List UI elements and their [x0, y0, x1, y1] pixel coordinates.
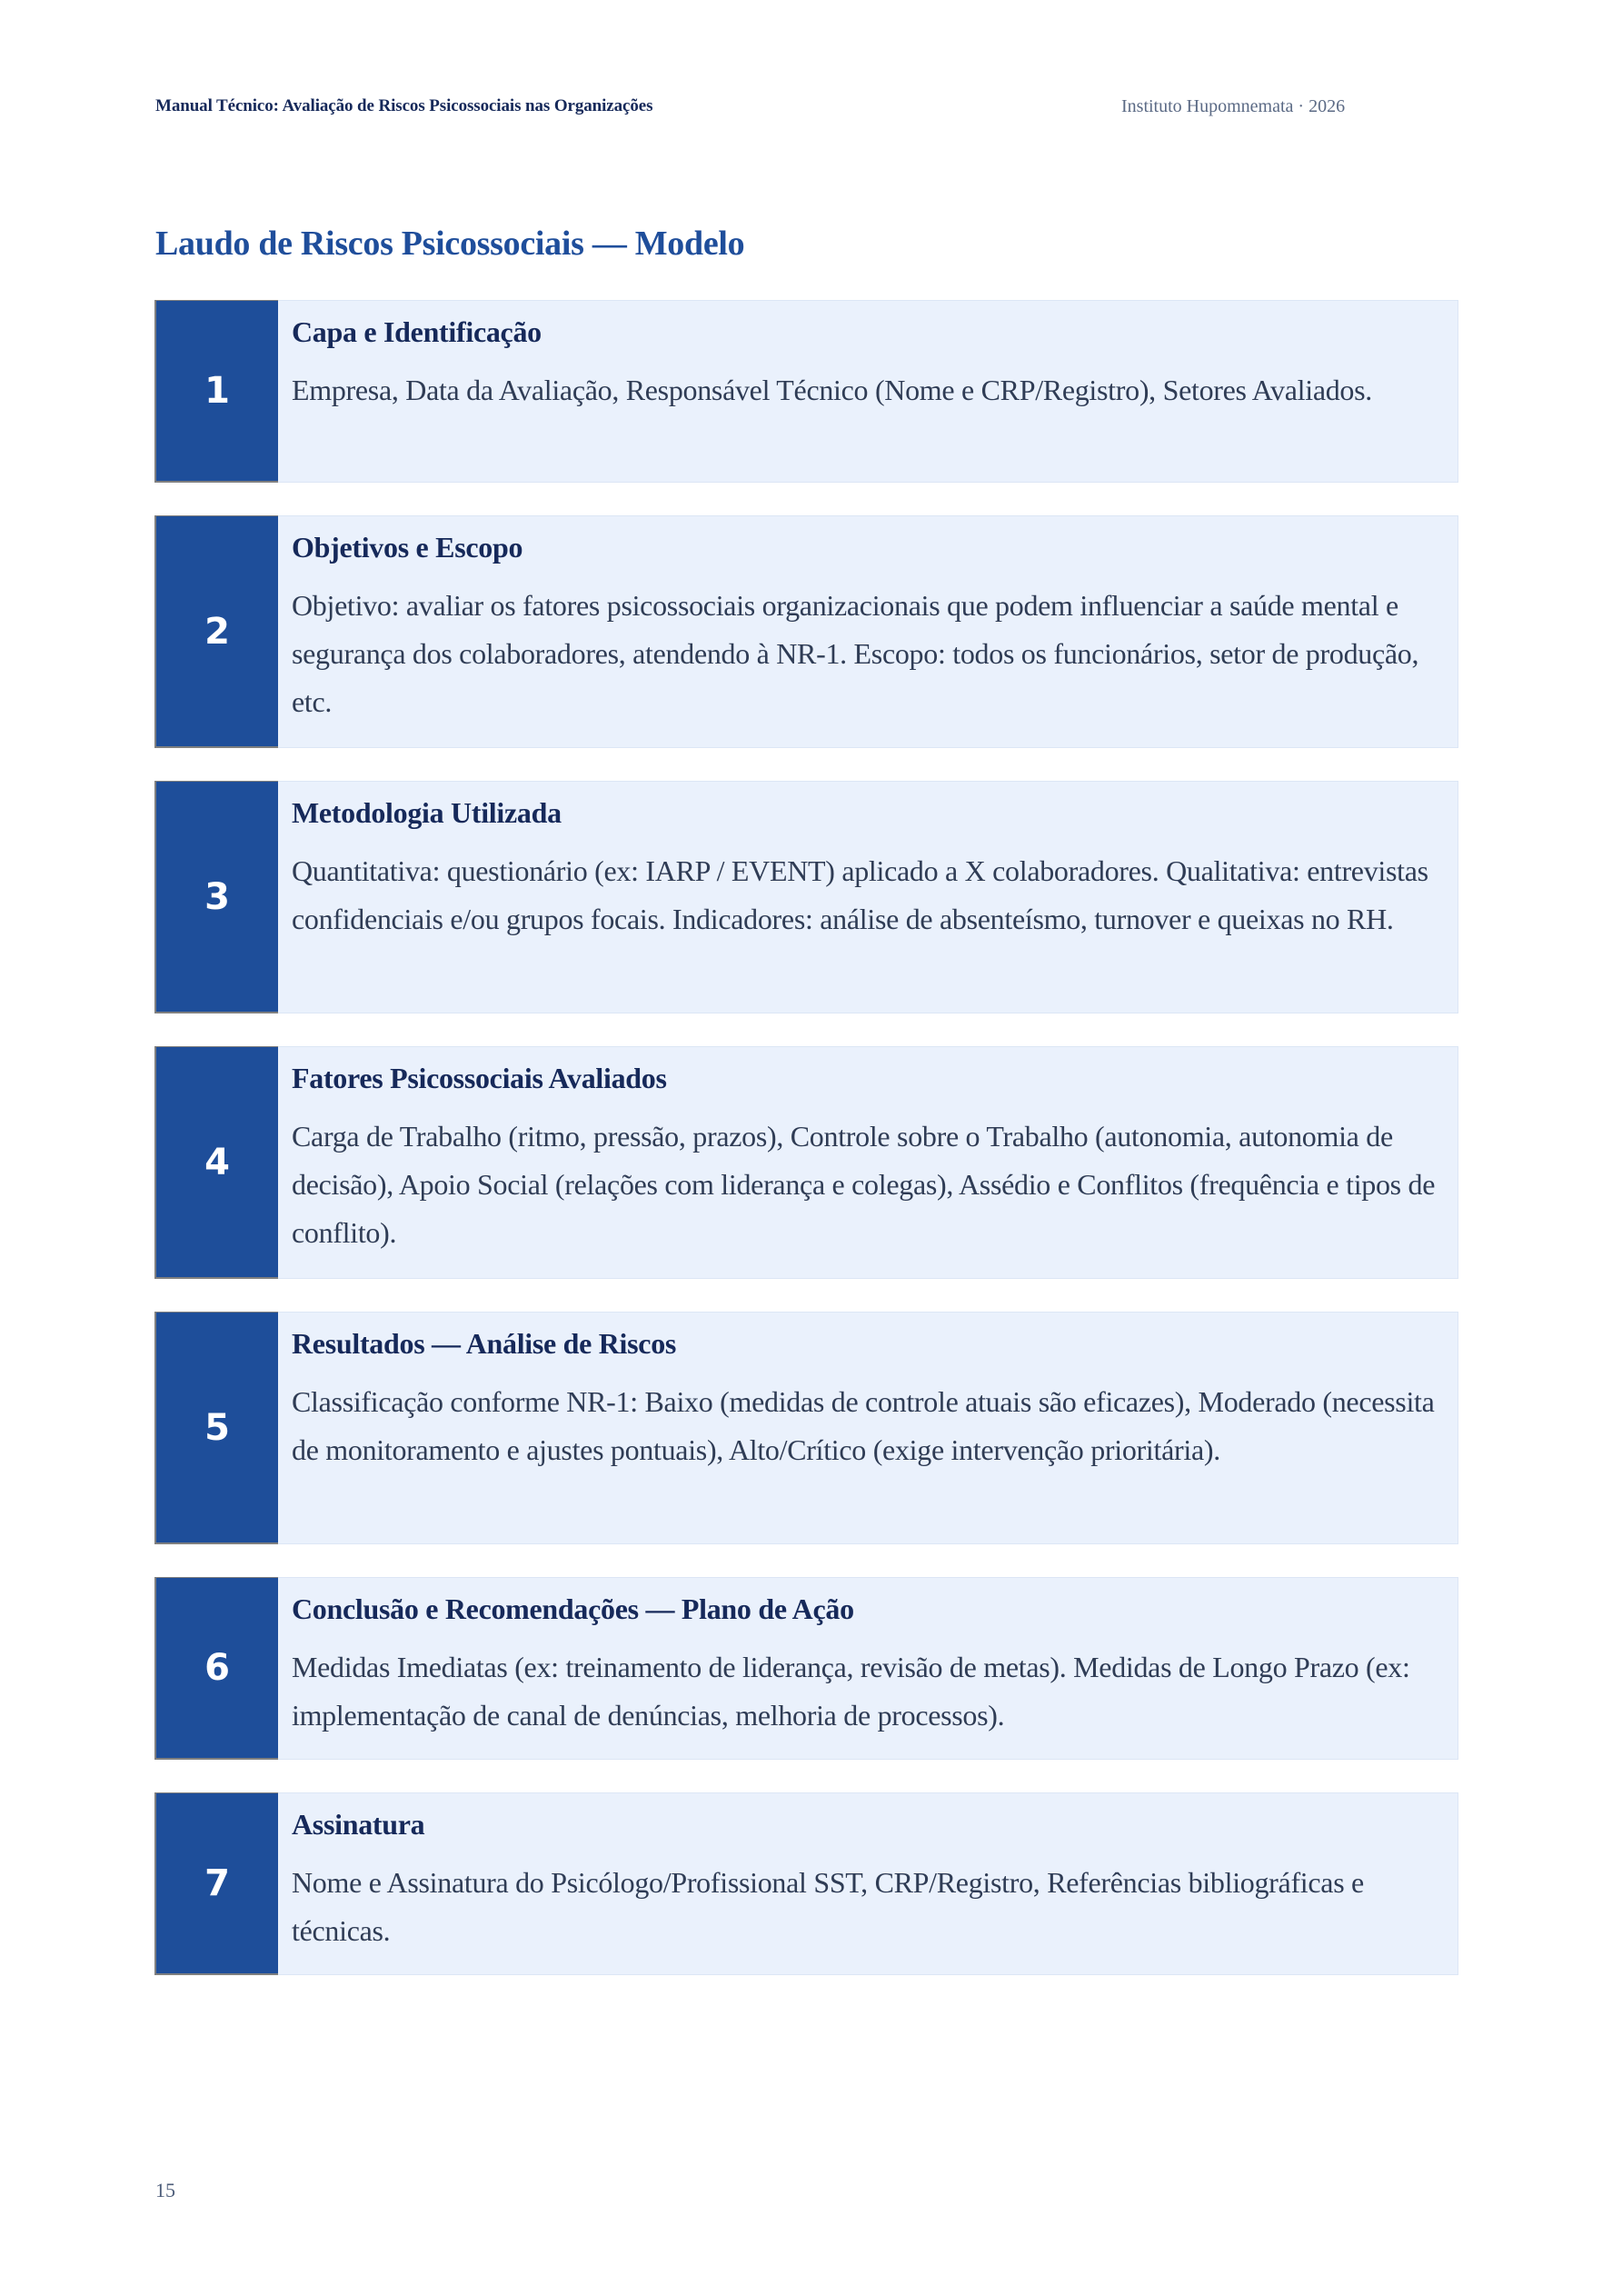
section-title: Assinatura [292, 1808, 425, 1841]
page-number: 15 [155, 2179, 175, 2201]
section-number: 5 [154, 1312, 278, 1544]
section-number: 2 [154, 515, 278, 748]
section-card-6 [155, 1577, 1458, 1760]
section-text: Medidas Imediatas (ex: treinamento de liderança, revisão de metas). Medidas de Longo Prazo (ex: implementação de canal de denúncias, melhoria de processos). [292, 1651, 1410, 1732]
running-title: Manual Técnico: Avaliação de Riscos Psicossociais nas Organizações [155, 96, 653, 115]
section-number: 6 [154, 1577, 278, 1760]
section-text: Empresa, Data da Avaliação, Responsável Técnico (Nome e CRP/Registro), Setores Avaliados. [292, 374, 1372, 406]
section-title: Metodologia Utilizada [292, 796, 562, 829]
section-body [292, 793, 1448, 943]
section-body [292, 1804, 1448, 1955]
section-text: Quantitativa: questionário (ex: IARP / EVENT) aplicado a X colaboradores. Qualitativa: entrevistas confidenciais e/ou grupos focais. Indicadores: análise de absenteísmo, turnover e queixas no RH. [292, 854, 1428, 935]
section-text: Objetivo: avaliar os fatores psicossociais organizacionais que podem influenciar a saúde mental e segurança dos colaboradores, atendendo à NR-1. Escopo: todos os funcionários, setor de produção, etc. [292, 589, 1419, 718]
section-card-5 [155, 1312, 1458, 1544]
running-header [155, 96, 1391, 124]
section-title: Objetivos e Escopo [292, 531, 523, 564]
section-body [292, 312, 1448, 414]
section-number: 1 [154, 300, 278, 483]
section-number: 7 [154, 1792, 278, 1975]
section-card-1 [155, 300, 1458, 483]
section-card-3 [155, 781, 1458, 1013]
section-number: 3 [154, 781, 278, 1013]
section-card-2 [155, 515, 1458, 748]
section-text: Carga de Trabalho (ritmo, pressão, prazos), Controle sobre o Trabalho (autonomia, autonomia de decisão), Apoio Social (relações com liderança e colegas), Assédio e Conflitos (frequência e tipos de conflito). [292, 1120, 1436, 1249]
section-body [292, 1323, 1448, 1474]
section-title: Capa e Identificação [292, 315, 542, 348]
page-title: Laudo de Riscos Psicossociais — Modelo [155, 225, 745, 263]
section-body [292, 1058, 1448, 1257]
section-body [292, 1589, 1448, 1740]
section-card-4 [155, 1046, 1458, 1279]
section-title: Resultados — Análise de Riscos [292, 1327, 677, 1360]
section-number: 4 [154, 1046, 278, 1279]
section-text: Classificação conforme NR-1: Baixo (medidas de controle atuais são eficazes), Moderado (necessita de monitoramento e ajustes pontuais), Alto/Crítico (exige intervenção prioritária). [292, 1385, 1435, 1466]
section-card-7 [155, 1792, 1458, 1975]
section-body [292, 527, 1448, 726]
section-title: Fatores Psicossociais Avaliados [292, 1062, 667, 1094]
section-text: Nome e Assinatura do Psicólogo/Profissional SST, CRP/Registro, Referências bibliográficas e técnicas. [292, 1866, 1364, 1947]
organization-year: Instituto Hupomnemata · 2026 [1121, 96, 1346, 116]
section-title: Conclusão e Recomendações — Plano de Ação [292, 1592, 854, 1625]
